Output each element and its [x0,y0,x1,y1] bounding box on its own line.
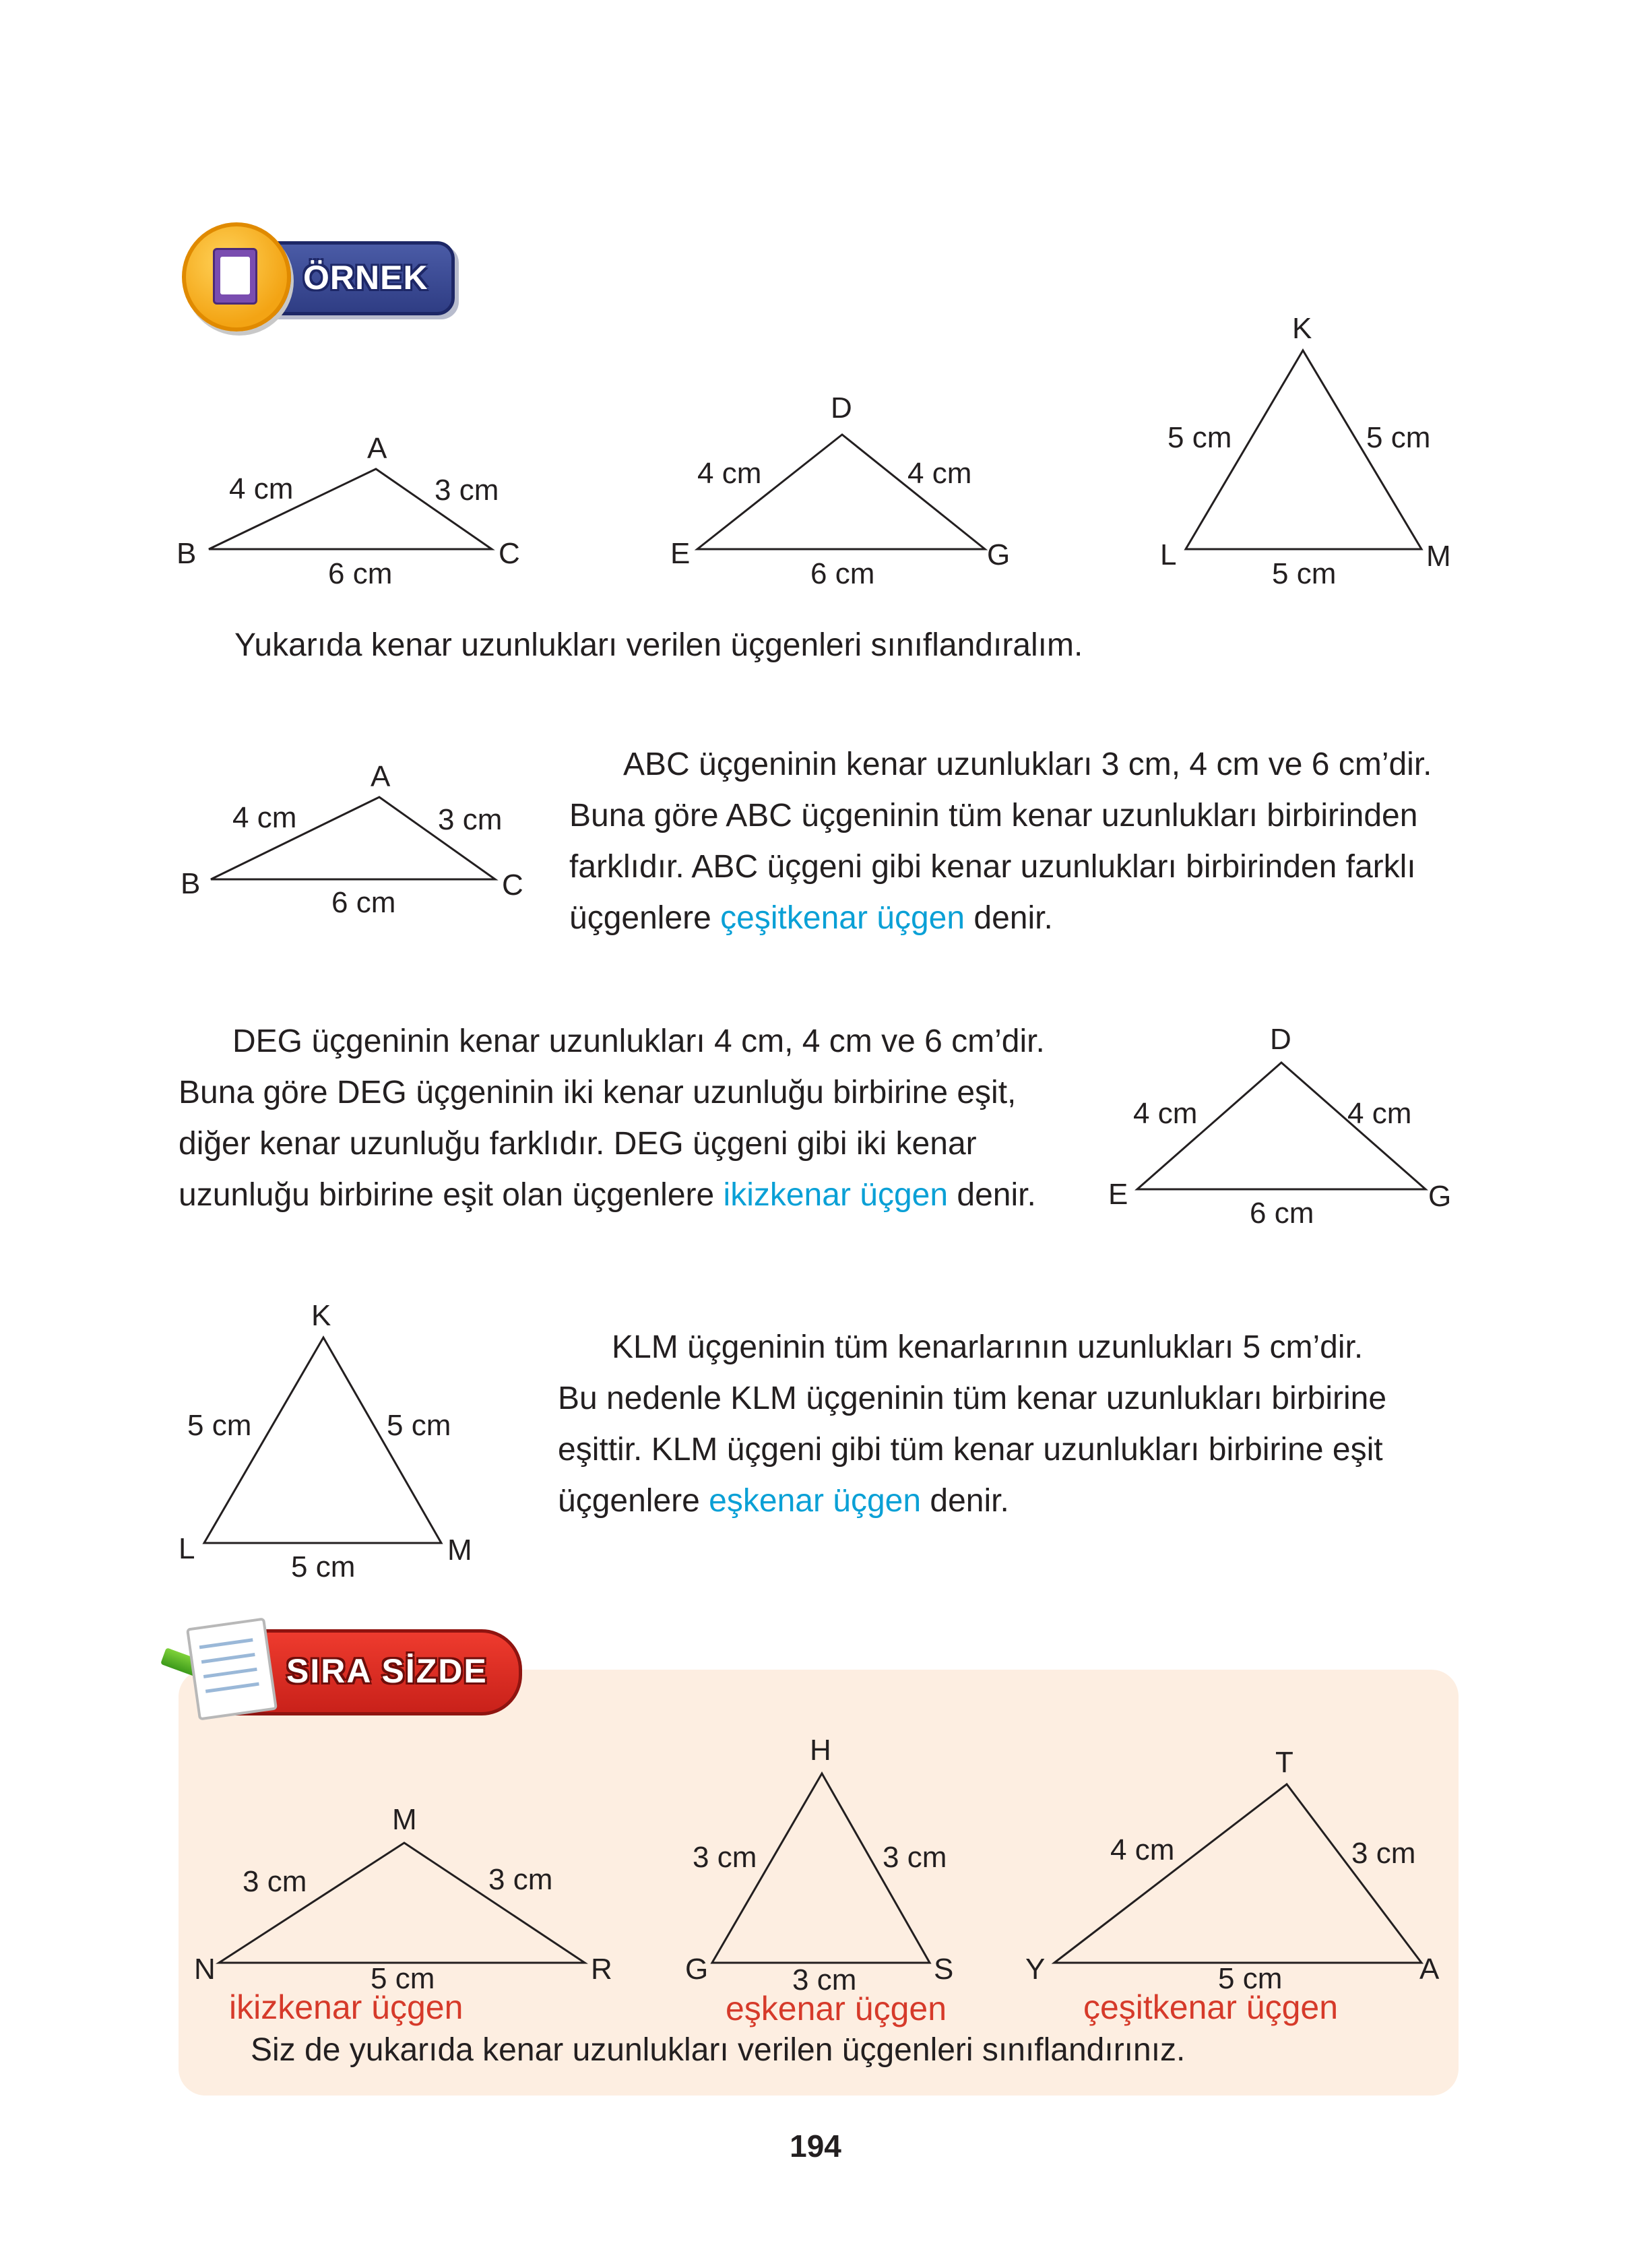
side-ac: 3 cm [435,474,499,507]
page-number: 194 [790,2129,841,2164]
side-ya-ex: 5 cm [1218,1962,1283,1995]
vertex-d: D [831,391,852,424]
answer-eskenar: eşkenar üçgen [726,1990,947,2027]
side-eg-2: 6 cm [1250,1197,1314,1230]
answer-cesitkenar: çeşitkenar üçgen [1083,1988,1339,2026]
paragraph-deg: DEG üçgeninin kenar uzunlukları 4 cm, 4 cm ve 6 cm’dir. Buna göre DEG üçgeninin iki kenar uzunluğu birbirine eşit, diğer kenar uzunluğu farklıdır. DEG üçgeni gibi iki kenar uzunluğu birbirine eşit olan üçgenlere ikizkenar üçgen denir. [179,1023,1045,1213]
paragraph-abc: ABC üçgeninin kenar uzunlukları 3 cm, 4 cm ve 6 cm’dir. Buna göre ABC üçgeninin tüm kenar uzunlukları birbirinden farklıdır. ABC üçgeni gibi kenar uzunlukları birbirinden farklı üçgenlere çeşitkenar üçgen denir. [569,747,1432,936]
side-hg-ex: 3 cm [693,1841,757,1874]
side-bc: 6 cm [328,557,393,590]
side-de: 4 cm [697,457,762,490]
side-ta-ex: 3 cm [1351,1837,1416,1870]
side-eg: 6 cm [810,557,875,590]
answer-ikizkenar: ikizkenar üçgen [229,1988,463,2026]
intro-text: Yukarıda kenar uzunlukları verilen üçgenleri sınıflandıralım. [234,627,1083,663]
side-dg-2: 4 cm [1347,1097,1412,1130]
side-dg: 4 cm [907,457,972,490]
side-km-2: 5 cm [387,1409,451,1442]
side-ac-2: 3 cm [438,803,503,836]
side-de-2: 4 cm [1133,1097,1198,1130]
side-lm-2: 5 cm [291,1550,356,1583]
side-gs-ex: 3 cm [792,1963,857,1996]
vertex-c-2: C [502,869,523,902]
vertex-y-ex: Y [1025,1953,1046,1986]
vertex-r-ex: R [591,1953,612,1986]
side-hs-ex: 3 cm [883,1841,947,1874]
vertex-b-2: B [181,867,201,900]
vertex-g: G [987,538,1011,571]
triangle-klm-2 [0,1280,539,1590]
vertex-a-2: A [371,760,391,793]
vertex-g-2: G [1428,1180,1452,1213]
vertex-e-2: E [1108,1178,1128,1211]
term-ikizkenar: ikizkenar üçgen [723,1177,949,1213]
side-ab-2: 4 cm [232,801,297,834]
vertex-b: B [177,537,197,570]
triangle-deg [670,391,1010,590]
side-kl-2: 5 cm [187,1409,252,1442]
vertex-c: C [499,537,520,570]
ornek-label: ÖRNEK [303,259,428,296]
sira-sizde-label: SIRA SİZDE [286,1652,488,1690]
exercise-instruction: Siz de yukarıda kenar uzunlukları verilen üçgenleri sınıflandırınız. [251,2032,1186,2068]
vertex-a-ex: A [1419,1953,1440,1986]
example-triangles [0,0,1631,606]
vertex-t-ex: T [1275,1746,1293,1779]
triangle-mnr [194,1803,612,2026]
triangle-hgs [685,1734,953,2027]
side-lm: 5 cm [1272,557,1337,590]
vertex-l-2: L [179,1532,195,1565]
side-nr-ex: 5 cm [371,1962,435,1995]
vertex-m-2: M [447,1534,472,1567]
vertex-n-ex: N [194,1953,216,1986]
triangle-deg-2 [1078,1011,1482,1240]
side-km: 5 cm [1366,421,1431,454]
vertex-e: E [670,537,691,570]
side-ab: 4 cm [229,472,294,505]
paper-icon [186,1617,278,1720]
vertex-m-ex: M [392,1803,417,1836]
triangle-klm [1160,312,1451,590]
side-kl: 5 cm [1168,421,1232,454]
vertex-k-2: K [311,1299,331,1332]
side-bc-2: 6 cm [331,886,396,919]
vertex-s-ex: S [934,1953,954,1986]
vertex-m: M [1426,540,1451,573]
vertex-a: A [367,432,387,465]
vertex-k: K [1292,312,1312,345]
exercise-triangles [0,1725,1631,2048]
triangle-abc-2 [0,741,539,943]
triangle-tya [1025,1746,1440,2026]
term-eskenar: eşkenar üçgen [709,1483,922,1519]
vertex-l: L [1160,538,1177,571]
side-ty-ex: 4 cm [1110,1833,1175,1866]
vertex-d-2: D [1270,1023,1291,1056]
vertex-h-ex: H [810,1734,831,1767]
side-mr-ex: 3 cm [488,1863,553,1896]
term-cesitkenar: çeşitkenar üçgen [720,900,965,936]
vertex-g-ex: G [685,1953,709,1986]
triangle-abc [177,432,520,590]
side-mn-ex: 3 cm [243,1865,307,1898]
paragraph-klm: KLM üçgeninin tüm kenarlarının uzunlukları 5 cm’dir. Bu nedenle KLM üçgeninin tüm kenar uzunlukları birbirine eşittir. KLM üçgeni gibi tüm kenar uzunlukları birbirine eşit üçgenlere eşkenar üçgen denir. [558,1329,1387,1519]
